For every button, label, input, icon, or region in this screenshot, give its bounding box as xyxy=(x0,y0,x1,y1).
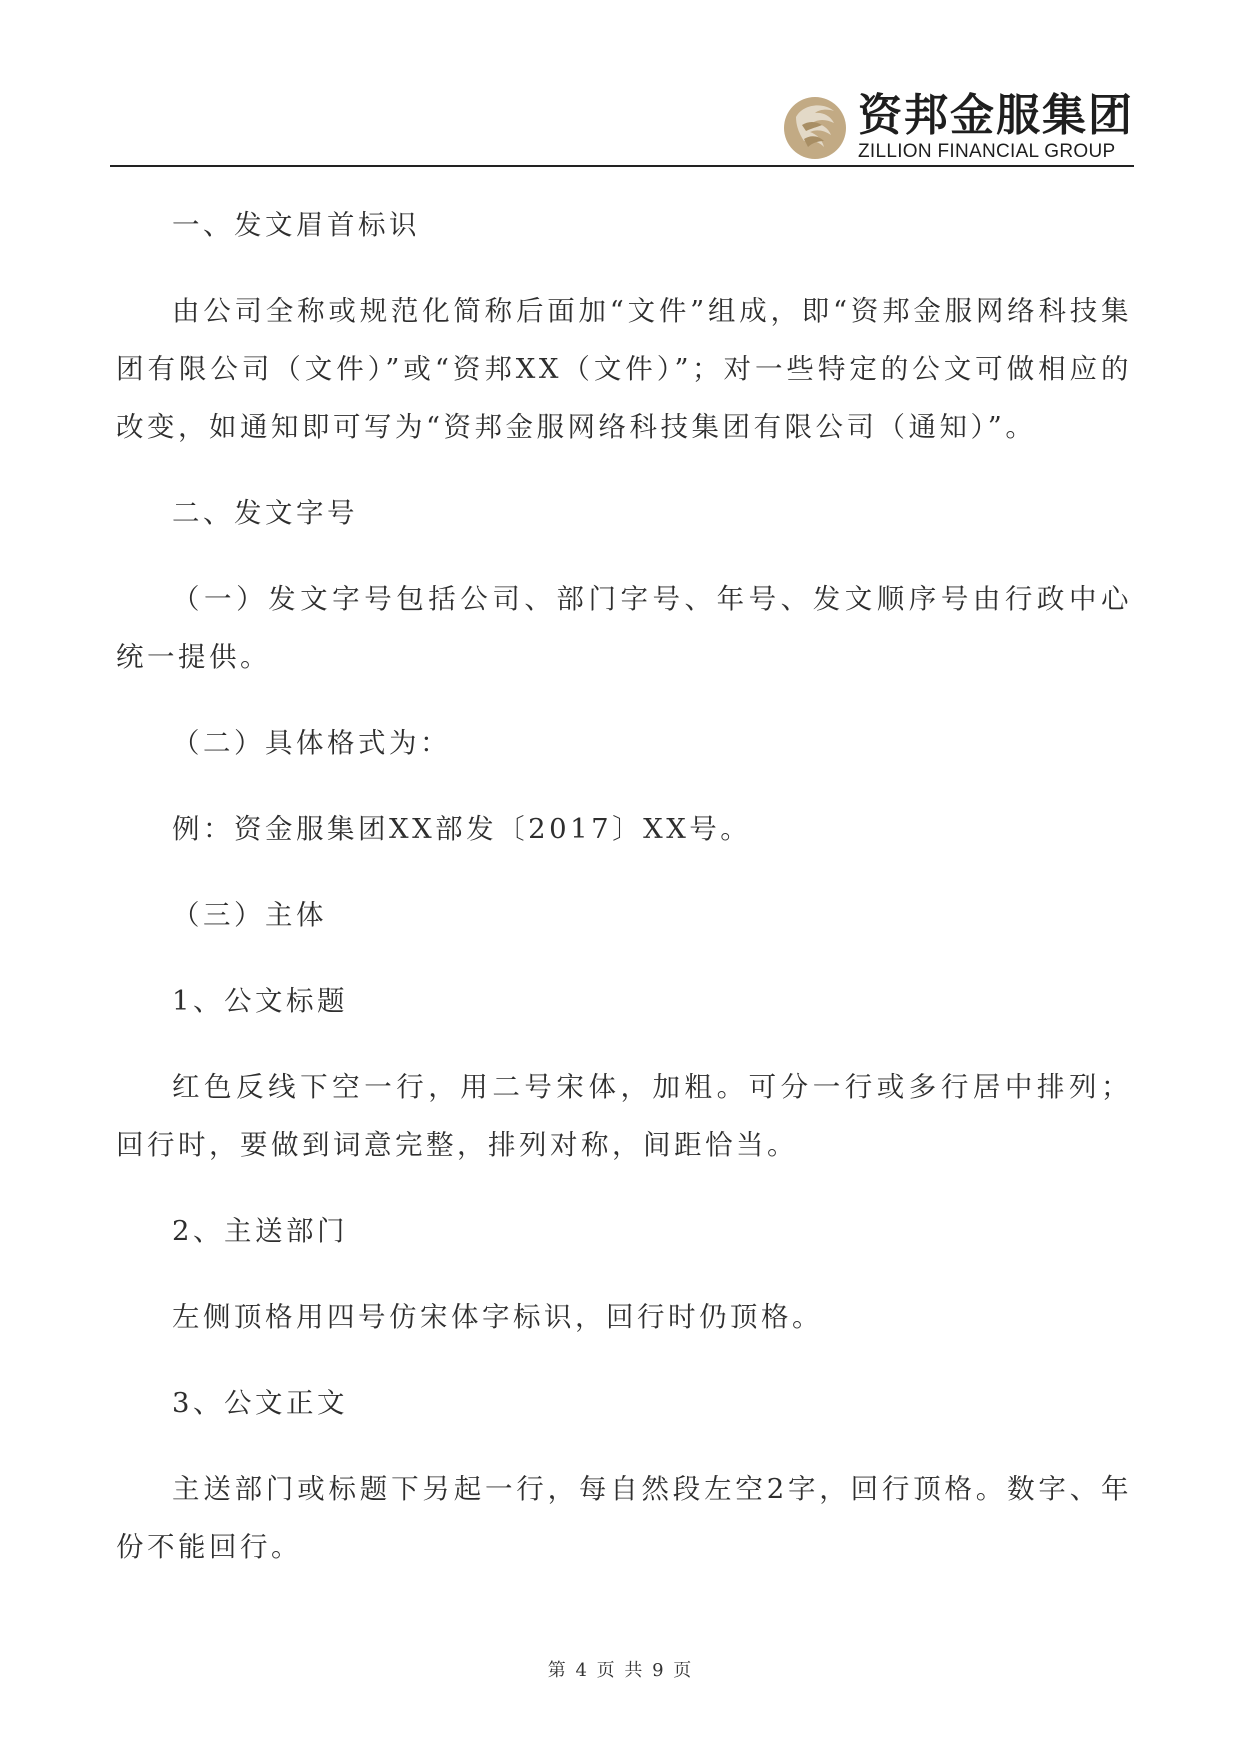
logo-text xyxy=(858,89,1134,163)
body-paragraph: 红色反线下空一行，用二号宋体，加粗。可分一行或多行居中排列；回行时，要做到词意完整，排列对称，间距恰当。 xyxy=(116,1071,1132,1161)
page-number: 第 4 页 共 9 页 xyxy=(547,1660,694,1681)
header-divider xyxy=(110,165,1134,167)
lion-head-icon xyxy=(782,95,848,161)
subsection-heading: （三）主体 xyxy=(172,899,327,931)
body-paragraph: 左侧顶格用四号仿宋体字标识，回行时仍顶格。 xyxy=(172,1301,823,1333)
logo-chinese-name: 资邦金服集团 xyxy=(858,89,1134,141)
body-paragraph: 例：资金服集团XX部发〔2017〕XX号。 xyxy=(172,813,752,845)
section-heading: 二、发文字号 xyxy=(172,497,358,529)
page-header xyxy=(110,78,1134,166)
company-logo xyxy=(782,90,1134,166)
body-paragraph: （二）具体格式为： xyxy=(172,727,451,759)
body-paragraph: 主送部门或标题下另起一行，每自然段左空2字，回行顶格。数字、年份不能回行。 xyxy=(116,1473,1132,1563)
subsection-heading: 3、公文正文 xyxy=(172,1387,348,1419)
body-content xyxy=(116,196,1132,1604)
body-paragraph: 由公司全称或规范化简称后面加“文件”组成，即“资邦金服网络科技集团有限公司（文件）”或“资邦XX（文件）”；对一些特定的公文可做相应的改变，如通知即可写为“资邦金服网络科技集团有限公司（通知）”。 xyxy=(116,295,1132,443)
body-paragraph: （一）发文字号包括公司、部门字号、年号、发文顺序号由行政中心统一提供。 xyxy=(116,583,1132,673)
section-heading: 一、发文眉首标识 xyxy=(172,209,420,241)
subsection-heading: 2、主送部门 xyxy=(172,1215,348,1247)
subsection-heading: 1、公文标题 xyxy=(172,985,348,1017)
logo-english-name: ZILLION FINANCIAL GROUP xyxy=(858,140,1116,162)
